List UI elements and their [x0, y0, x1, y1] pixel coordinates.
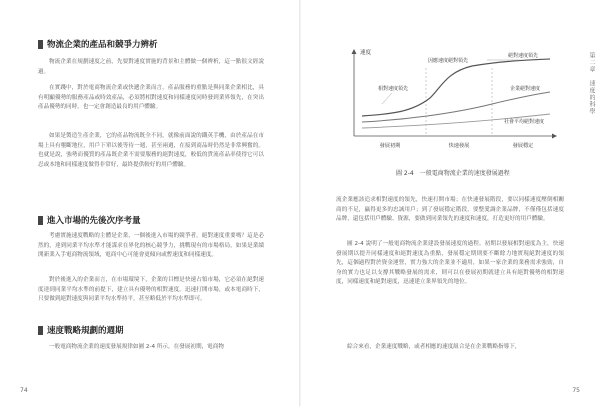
- paragraph: 一般電商物流企業的速度發展規律如圖 2-4 所示，在發展初期，電商物: [49, 344, 224, 350]
- page-number: 75: [572, 387, 580, 394]
- paragraph: 圖 2-4 說明了一般電商物流企業建設發展速度的過程。初期以發展相對速度為主，快速發展期以提升同樣速度和絕對速度為重點，發展穩定期則要不斷餘力地實現絕對速度的領先，這個過程對於資金運營，實力強大的企業並不適用，如果一家企業的業務需求強勁，自身的實力也足以支撐其戰略發展的需求，則可以在發展初期就建立具有絕對優勢的相對速度，同樣速度和絕對速度，迅速建立業界領先的地位。: [336, 241, 564, 286]
- speed-development-figure: [332, 46, 562, 162]
- heading-product-competitiveness: 物流企業的產品和競爭力辨析: [38, 38, 158, 50]
- heading-marker: [38, 326, 43, 335]
- series-line-enterprise-absolute: [362, 92, 550, 122]
- figure-caption: 圖 2-4 一般電商物流企業的速度發展過程: [396, 170, 510, 177]
- paragraph: 在實踐中，對於電商物流企業或快遞企業而言，產品服務的重點是與同業企業相比，具有明顯優勢的服務產品或時效產品，必須將相對速度和同樣速度同時發到業界領先，在突出產品優勢的同時，也一定會創造最良的用戶體驗。: [38, 85, 264, 111]
- annotation-relative-speed: 相對速度領先: [378, 86, 409, 92]
- heading-market-entry: 進入市場的先後次序考量: [38, 214, 141, 226]
- annotation-response-speed: 因應速度絕對領先: [428, 58, 469, 64]
- heading-marker: [38, 216, 43, 225]
- paragraph: 考慮實施速度戰略的主體是企業，一個後進入市場的競爭者，絕對速度重要嗎？這是必然的，達到同業平均水準才能謀求在界化的核心競爭力，挑戰現有的市場格局，如果是業績開新業入手電商物流領域，電商中心可能會更傾向或暫速度和同樣速度。: [38, 233, 264, 259]
- paragraph: 如果是製造生產企業，它的產品物流既全不同，就像前面說的鐵英手機，由於產品在市場上具有壟斷地位，用戶下單以後等待一週，甚至兩週，在接到商品時仍然是非常興奮的。也就是說，強勢而優質的產品既企業不需要服務的絕對速度，較低的貨流產品率使得它可以忍或本地和同樣速度做得非常好，最終提供較好的用戶體驗。: [38, 133, 264, 168]
- paragraph: 流企業應該追求相對速度的領先，快速打開市場；在快速發展階段，要以同樣速度壓倒相關商的不足，贏得更多的忠誠用戶；到了發展穩定階段，要整愛調企業品牌，不僅僅包括速度品牌，還包括用戶體驗、資源，要做到同業領先的速度和速度，打造更好的用戶體驗。: [336, 197, 564, 223]
- y-axis-label: 速度: [360, 50, 372, 56]
- legend-social-average: 社會平均絕對速度: [504, 119, 545, 125]
- right-page: [300, 0, 600, 406]
- paragraph: 對於後進入的企業而言，在市場環境下，企業的目標是快速占領市場，它必須在絕對速度達到同業平均水準的前提下，建立具有優勢的相對速度。迅速打開市場，或本電商時下，只要做到絕對速度與同業平均水準持平，甚至略低於平均水準即可。: [38, 277, 264, 303]
- heading-marker: [38, 40, 43, 49]
- page-number: 74: [20, 387, 28, 394]
- leader-line: [382, 93, 392, 104]
- chapter-tab: 第二章 速度的科學: [588, 52, 595, 115]
- paragraph: 綜合來看，企業速度戰略，或者相應的速度組合是在企業戰略指導下，: [347, 344, 521, 350]
- x-tick-label: 發展穩定: [512, 143, 534, 149]
- legend-enterprise-absolute: 企業絕對速度: [510, 86, 541, 92]
- heading-strategy-cycle: 速度戰略規劃的週期: [38, 324, 124, 336]
- paragraph: 物流企業在規劃速度之前，先要對速度實施的背景和主體做一個辨析，這一點很文經說過。: [38, 59, 264, 75]
- x-tick-label: 發展初期: [379, 143, 401, 149]
- x-axis-arrow: [552, 134, 557, 139]
- legend-absolute-leading: 絕對速度領先: [508, 53, 539, 59]
- x-tick-label: 快速發展: [448, 143, 470, 149]
- y-axis-arrow: [352, 49, 357, 54]
